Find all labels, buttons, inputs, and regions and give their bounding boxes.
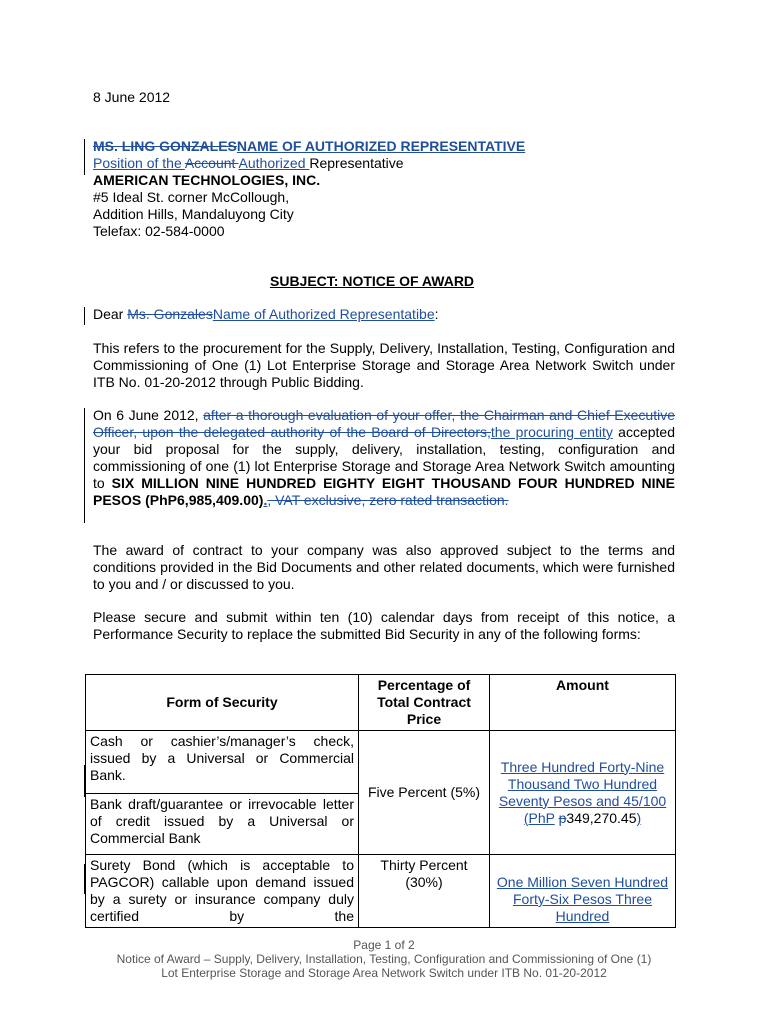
- para2-period: .: [263, 492, 268, 508]
- contract-amount: SIX MILLION NINE HUNDRED EIGHTY EIGHT THOUSAND FOUR HUNDRED NINE PESOS (PhP6,985,409.00): [93, 475, 675, 508]
- amount-number: 349,270.45: [566, 809, 637, 826]
- para2-middle: accepted your bid proposal for the supply, delivery, installation, testing, configuration and commissioning of one (1) lot Enterprise Storage and Storage Area Network Switch amounting to: [93, 424, 675, 491]
- salutation: [93, 306, 439, 323]
- change-bar: [84, 864, 85, 894]
- header-percentage: Percentage of Total Contract Price: [359, 675, 490, 731]
- change-bar: [84, 307, 85, 325]
- amount-paren-open: (: [523, 809, 529, 826]
- security-table: [85, 674, 676, 928]
- para2-start: On 6 June 2012,: [93, 407, 204, 423]
- table-row: [86, 731, 676, 794]
- position-inserted: Position of the: [93, 155, 185, 171]
- change-bar: [84, 765, 85, 797]
- paragraph-approval: The award of contract to your company was also approved subject to the terms and conditions provided in the Bid Documents and other related documents, which were furnished to you and / or discussed to you.: [93, 542, 675, 592]
- paragraph-performance-security: Please secure and submit within ten (10) calendar days from receipt of this notice, a Performance Security to replace the submitted Bid Security in any of the following forms:: [93, 609, 675, 642]
- recipient-name-deleted: MS. LING GONZALES: [93, 138, 237, 154]
- amount-words-thirty: One Million Seven Hundred Forty-Six Pesos Three Hundred: [496, 874, 669, 924]
- para2-tail-deleted: , VAT exclusive, zero rated transaction.: [267, 492, 509, 508]
- salutation-prefix: Dear: [93, 306, 128, 322]
- paragraph-award: [93, 407, 675, 509]
- salutation-deleted: Ms. Gonzales: [127, 306, 213, 322]
- telefax: Telefax: 02-584-0000: [93, 223, 225, 239]
- address-line-1: #5 Ideal St. corner McCollough,: [93, 189, 290, 205]
- form-bank-draft: Bank draft/guarantee or irrevocable letter of credit issued by a Universal or Commercial Bank: [86, 794, 359, 855]
- position-tail: Representative: [309, 155, 404, 171]
- address-line-2: Addition Hills, Mandaluyong City: [93, 206, 294, 222]
- table-header-row: [86, 675, 676, 731]
- recipient-name: [93, 138, 525, 155]
- form-surety-bond: Surety Bond (which is acceptable to PAGCOR) callable upon demand issued by a surety or insurance company duly certified by the: [86, 855, 359, 928]
- recipient-name-inserted: NAME OF AUTHORIZED REPRESENTATIVE: [236, 138, 526, 154]
- amount-currency: PhP: [528, 809, 555, 826]
- percent-five: Five Percent (5%): [359, 731, 490, 855]
- amount-paren-close: ): [636, 809, 642, 826]
- position-deleted: Account: [184, 155, 239, 171]
- para2-deleted: after a thorough evaluation of your offer, the Chairman and Chief Executive Officer, upon the delegated authority of the Board of Directors,: [93, 407, 675, 440]
- footer-line-1: Notice of Award – Supply, Delivery, Installation, Testing, Configuration and Commissioning of One (1): [116, 952, 652, 966]
- salutation-inserted: Name of Authorized Representatibe: [212, 306, 435, 322]
- salutation-suffix: :: [434, 306, 439, 322]
- letter-date: 8 June 2012: [93, 89, 171, 105]
- header-amount: Amount: [490, 675, 676, 731]
- amount-thirty-percent: [490, 855, 676, 928]
- form-cash: Cash or cashier’s/manager’s check, issued by a Universal or Commercial Bank.: [86, 731, 359, 794]
- position-inserted-2: Authorized: [238, 155, 310, 171]
- recipient-position: [93, 155, 404, 172]
- amount-deleted-p: p: [558, 809, 567, 826]
- para2-inserted: the procuring entity: [490, 424, 613, 440]
- percent-thirty: Thirty Percent (30%): [359, 855, 490, 928]
- page-number: Page 1 of 2: [353, 938, 415, 952]
- amount-figure: [494, 810, 671, 827]
- table-row: [86, 855, 676, 928]
- change-bar: [84, 408, 85, 523]
- amount-words: Three Hundred Forty-Nine Thousand Two Hundred Seventy Pesos and 45/100: [498, 758, 667, 809]
- paragraph-procurement: This refers to the procurement for the Supply, Delivery, Installation, Testing, Configuration and Commissioning of One (1) Lot Enterprise Storage and Storage Area Network Switch under ITB No. 01-20-2012 through Public Bidding.: [93, 340, 675, 390]
- change-bar: [84, 139, 85, 175]
- header-form: Form of Security: [86, 675, 359, 731]
- footer-line-2: Lot Enterprise Storage and Storage Area Network Switch under ITB No. 01-20-2012: [161, 966, 607, 980]
- amount-five-percent: [490, 731, 676, 855]
- subject-line: SUBJECT: NOTICE OF AWARD: [270, 273, 475, 289]
- company-name: AMERICAN TECHNOLOGIES, INC.: [93, 172, 321, 188]
